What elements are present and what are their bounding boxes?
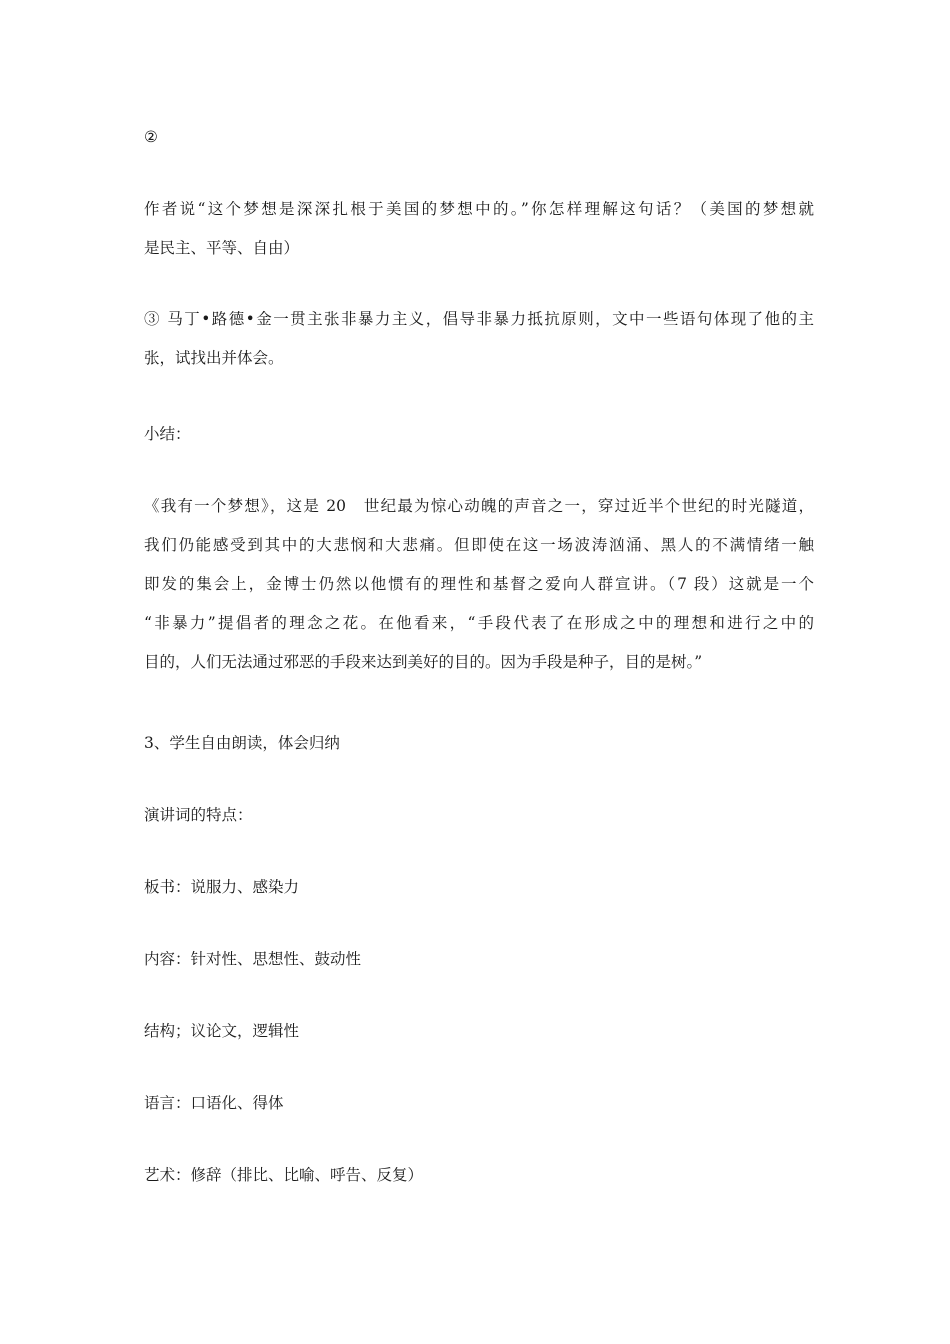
question-2-paragraph [144,190,814,268]
question-3-line-2: 张，试找出并体会。 [144,349,284,367]
summary-line-4: “非暴力”提倡者的理念之花。在他看来，“手段代表了在形成之中的理想和进行之中的 [144,614,814,632]
summary-line-1: 《我有一个梦想》，这是 20 世纪最为惊心动魄的声音之一，穿过近半个世纪的时光隧道， [144,497,814,515]
features-heading: 演讲词的特点： [144,806,253,824]
language-text: 语言：口语化、得体 [144,1094,284,1112]
question-2-line-2: 是民主、平等、自由） [144,239,300,257]
summary-heading: 小结： [144,425,191,443]
question-2-line-1: 作者说“这个梦想是深深扎根于美国的梦想中的。”你怎样理解这句话？（美国的梦想就 [144,200,814,218]
question-3-line-1: ③ 马丁•路德•金一贯主张非暴力主义，倡导非暴力抵抗原则，文中一些语句体现了他的主 [144,310,814,328]
step-3-text: 3、学生自由朗读，体会归纳 [144,734,340,752]
summary-paragraph [144,487,814,682]
structure-text: 结构；议论文，逻辑性 [144,1022,300,1040]
summary-line-2: 我们仍能感受到其中的大悲悯和大悲痛。但即使在这一场波涛汹涌、黑人的不满情绪一触 [144,536,814,554]
marker-circle-2: ② [144,128,158,146]
question-3-paragraph [144,300,814,378]
summary-line-3: 即发的集会上，金博士仍然以他惯有的理性和基督之爱向人群宣讲。（7 段）这就是一个 [144,575,814,593]
board-text: 板书：说服力、感染力 [144,878,300,896]
content-text: 内容：针对性、思想性、鼓动性 [144,950,362,968]
summary-line-5: 目的，人们无法通过邪恶的手段来达到美好的目的。因为手段是种子，目的是树。” [144,653,703,671]
art-text: 艺术：修辞（排比、比喻、呼告、反复） [144,1166,424,1184]
